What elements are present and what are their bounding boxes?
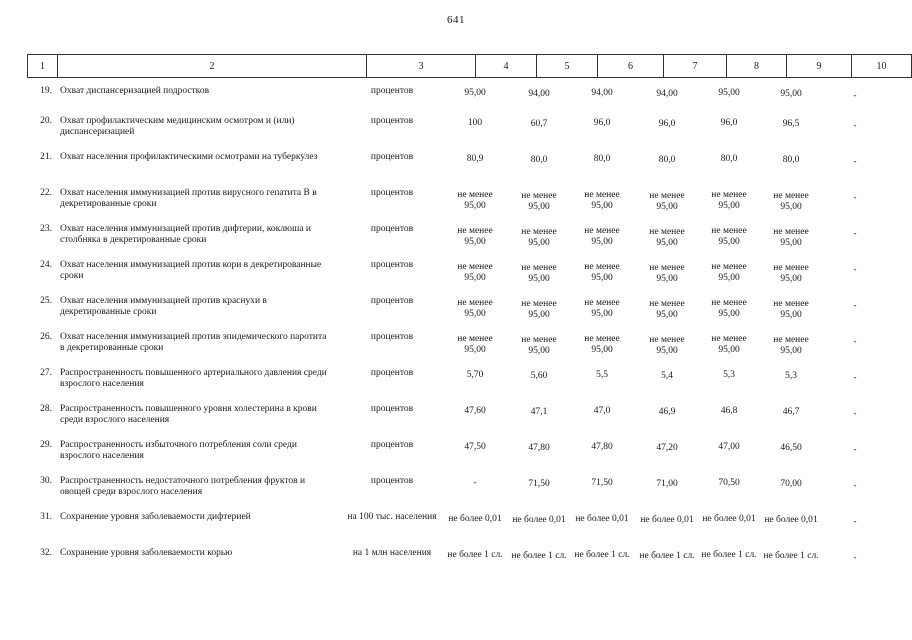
value-col-6: 94,00 xyxy=(591,88,613,98)
value-col-9: не менее 95,00 xyxy=(773,335,809,356)
row-number: 27. xyxy=(40,368,52,378)
header-col-6: 6 xyxy=(598,55,664,78)
unit: процентов xyxy=(370,116,414,126)
row-number: 23. xyxy=(40,224,52,234)
header-col-3: 3 xyxy=(367,55,476,78)
value-col-5: не менее 95,00 xyxy=(521,191,557,212)
value-col-5: 80,0 xyxy=(530,155,548,165)
unit: на 100 тыс. населения xyxy=(347,512,437,522)
value-col-6: не более 1 сл. xyxy=(574,550,630,560)
value-col-9: 80,0 xyxy=(782,155,800,165)
indicator-name: Распространенность повышенного уровня холестерина в крови среди взрослого населения xyxy=(60,404,317,425)
value-col-7: не менее 95,00 xyxy=(649,227,685,248)
value-col-6: 47,0 xyxy=(593,406,611,416)
row-number: 31. xyxy=(40,512,52,522)
value-col-4: 80,9 xyxy=(466,154,484,164)
indicator-name: Охват диспансеризацией подростков xyxy=(60,86,210,96)
indicator-name: Охват населения иммунизацией против эпидемического паротита в декретированные сроки xyxy=(60,332,327,353)
unit: процентов xyxy=(370,224,414,234)
header-col-1: 1 xyxy=(28,55,58,78)
value-col-10: - xyxy=(853,337,857,347)
indicator-name: Охват населения профилактическими осмотрами на туберкулез xyxy=(60,152,318,162)
value-col-8: не менее 95,00 xyxy=(711,334,747,355)
unit: процентов xyxy=(370,476,414,486)
value-col-5: не менее 95,00 xyxy=(521,263,557,284)
value-col-4: - xyxy=(473,478,477,488)
unit: процентов xyxy=(370,188,414,198)
value-col-6: не более 0,01 xyxy=(575,514,629,524)
page-number: 641 xyxy=(447,14,465,26)
value-col-10: - xyxy=(853,553,857,563)
value-col-4: 100 xyxy=(467,118,483,128)
value-col-10: - xyxy=(853,229,857,239)
value-col-10: - xyxy=(853,517,857,527)
indicator-name: Сохранение уровня заболеваемости корью xyxy=(60,548,233,558)
row-number: 28. xyxy=(40,404,52,414)
value-col-6: не менее 95,00 xyxy=(584,262,620,283)
indicator-name: Охват населения иммунизацией против кори в декретированные сроки xyxy=(60,260,322,281)
value-col-8: не более 0,01 xyxy=(702,514,756,524)
value-col-5: не менее 95,00 xyxy=(521,227,557,248)
value-col-7: не менее 95,00 xyxy=(649,335,685,356)
row-number: 20. xyxy=(40,116,52,126)
value-col-9: 95,00 xyxy=(780,89,802,99)
row-number: 24. xyxy=(40,260,52,270)
value-col-9: не менее 95,00 xyxy=(773,227,809,248)
unit: процентов xyxy=(370,440,414,450)
indicator-name: Сохранение уровня заболеваемости дифтерией xyxy=(60,512,251,522)
value-col-7: 5,4 xyxy=(661,371,673,381)
value-col-7: не менее 95,00 xyxy=(649,263,685,284)
value-col-7: 71,00 xyxy=(656,479,678,489)
value-col-10: - xyxy=(853,445,857,455)
unit: процентов xyxy=(370,368,414,378)
row-number: 26. xyxy=(40,332,52,342)
indicator-name: Охват населения иммунизацией против дифтерии, коклюша и столбняка в декретированные сроки xyxy=(60,224,312,245)
value-col-6: не менее 95,00 xyxy=(584,190,620,211)
indicator-name: Распространенность избыточного потребления соли среди взрослого населения xyxy=(60,440,297,461)
unit: процентов xyxy=(370,296,414,306)
value-col-4: не более 1 сл. xyxy=(447,550,503,560)
value-col-7: 94,00 xyxy=(656,89,678,99)
value-col-5: 47,1 xyxy=(530,407,548,417)
value-col-4: 5,70 xyxy=(466,370,484,380)
value-col-5: 60,7 xyxy=(530,119,548,129)
value-col-5: не более 0,01 xyxy=(512,515,566,525)
value-col-7: 47,20 xyxy=(656,443,678,453)
value-col-5: не более 1 сл. xyxy=(511,551,567,561)
value-col-8: 46,8 xyxy=(720,406,738,416)
value-col-9: 96,5 xyxy=(782,119,800,129)
indicator-name: Охват населения иммунизацией против краснухи в декретированные сроки xyxy=(60,296,267,317)
value-col-7: 80,0 xyxy=(658,155,676,165)
value-col-10: - xyxy=(853,481,857,491)
value-col-10: - xyxy=(853,301,857,311)
value-col-6: 80,0 xyxy=(593,154,611,164)
value-col-10: - xyxy=(853,265,857,275)
indicator-name: Охват профилактическим медицинским осмотром и (или) диспансеризацией xyxy=(60,116,295,137)
row-number: 22. xyxy=(40,188,52,198)
value-col-5: не менее 95,00 xyxy=(521,299,557,320)
value-col-9: не более 0,01 xyxy=(764,515,818,525)
value-col-5: 47,80 xyxy=(528,443,550,453)
value-col-9: не более 1 сл. xyxy=(763,551,819,561)
value-col-8: не менее 95,00 xyxy=(711,262,747,283)
value-col-8: не менее 95,00 xyxy=(711,298,747,319)
unit: процентов xyxy=(370,152,414,162)
unit: процентов xyxy=(370,86,414,96)
value-col-5: 5,60 xyxy=(530,371,548,381)
indicator-name: Распространенность повышенного артериального давления среди взрослого населения xyxy=(60,368,327,389)
header-col-7: 7 xyxy=(664,55,727,78)
value-col-7: не менее 95,00 xyxy=(649,191,685,212)
row-number: 21. xyxy=(40,152,52,162)
value-col-8: не менее 95,00 xyxy=(711,226,747,247)
row-number: 19. xyxy=(40,86,52,96)
header-col-4: 4 xyxy=(476,55,537,78)
value-col-9: 70,00 xyxy=(780,479,802,489)
value-col-10: - xyxy=(853,157,857,167)
value-col-6: не менее 95,00 xyxy=(584,226,620,247)
value-col-10: - xyxy=(853,91,857,101)
header-col-5: 5 xyxy=(537,55,598,78)
value-col-7: 46,9 xyxy=(658,407,676,417)
value-col-10: - xyxy=(853,121,857,131)
unit: процентов xyxy=(370,260,414,270)
header-col-10: 10 xyxy=(852,55,912,78)
row-number: 29. xyxy=(40,440,52,450)
indicator-name: Распространенность недостаточного потребления фруктов и овощей среди взрослого населения xyxy=(60,476,306,497)
value-col-9: 5,3 xyxy=(785,371,797,381)
value-col-9: 46,7 xyxy=(782,407,800,417)
value-col-5: 94,00 xyxy=(528,89,550,99)
value-col-6: 47,80 xyxy=(591,442,613,452)
value-col-6: 96,0 xyxy=(593,118,611,128)
value-col-4: не менее 95,00 xyxy=(457,334,493,355)
value-col-8: 96,0 xyxy=(720,118,738,128)
indicator-name: Охват населения иммунизацией против вирусного гепатита В в декретированные сроки xyxy=(60,188,317,209)
value-col-4: не менее 95,00 xyxy=(457,190,493,211)
row-number: 30. xyxy=(40,476,52,486)
value-col-5: 71,50 xyxy=(528,479,550,489)
value-col-7: не менее 95,00 xyxy=(649,299,685,320)
value-col-9: не менее 95,00 xyxy=(773,263,809,284)
value-col-6: 5,5 xyxy=(596,370,608,380)
row-number: 32. xyxy=(40,548,52,558)
header-col-9: 9 xyxy=(787,55,852,78)
value-col-8: не более 1 сл. xyxy=(701,550,757,560)
value-col-9: не менее 95,00 xyxy=(773,299,809,320)
unit: на 1 млн населения xyxy=(352,548,432,558)
value-col-6: не менее 95,00 xyxy=(584,334,620,355)
value-col-4: не менее 95,00 xyxy=(457,226,493,247)
value-col-6: 71,50 xyxy=(591,478,613,488)
unit: процентов xyxy=(370,332,414,342)
value-col-10: - xyxy=(853,409,857,419)
value-col-4: 47,50 xyxy=(464,442,486,452)
value-col-8: 80,0 xyxy=(720,154,738,164)
value-col-9: 46,50 xyxy=(780,443,802,453)
value-col-7: 96,0 xyxy=(658,119,676,129)
value-col-4: не менее 95,00 xyxy=(457,298,493,319)
header-col-2: 2 xyxy=(58,55,367,78)
value-col-7: не более 1 сл. xyxy=(639,551,695,561)
value-col-5: не менее 95,00 xyxy=(521,335,557,356)
value-col-10: - xyxy=(853,373,857,383)
header-col-8: 8 xyxy=(727,55,787,78)
row-number: 25. xyxy=(40,296,52,306)
value-col-7: не более 0,01 xyxy=(640,515,694,525)
value-col-8: 5,3 xyxy=(723,370,735,380)
value-col-4: 95,00 xyxy=(464,88,486,98)
value-col-4: не менее 95,00 xyxy=(457,262,493,283)
value-col-8: 47,00 xyxy=(718,442,740,452)
value-col-6: не менее 95,00 xyxy=(584,298,620,319)
value-col-10: - xyxy=(853,193,857,203)
value-col-8: 95,00 xyxy=(718,88,740,98)
value-col-4: не более 0,01 xyxy=(448,514,502,524)
value-col-8: 70,50 xyxy=(718,478,740,488)
value-col-4: 47,60 xyxy=(464,406,486,416)
value-col-8: не менее 95,00 xyxy=(711,190,747,211)
unit: процентов xyxy=(370,404,414,414)
value-col-9: не менее 95,00 xyxy=(773,191,809,212)
